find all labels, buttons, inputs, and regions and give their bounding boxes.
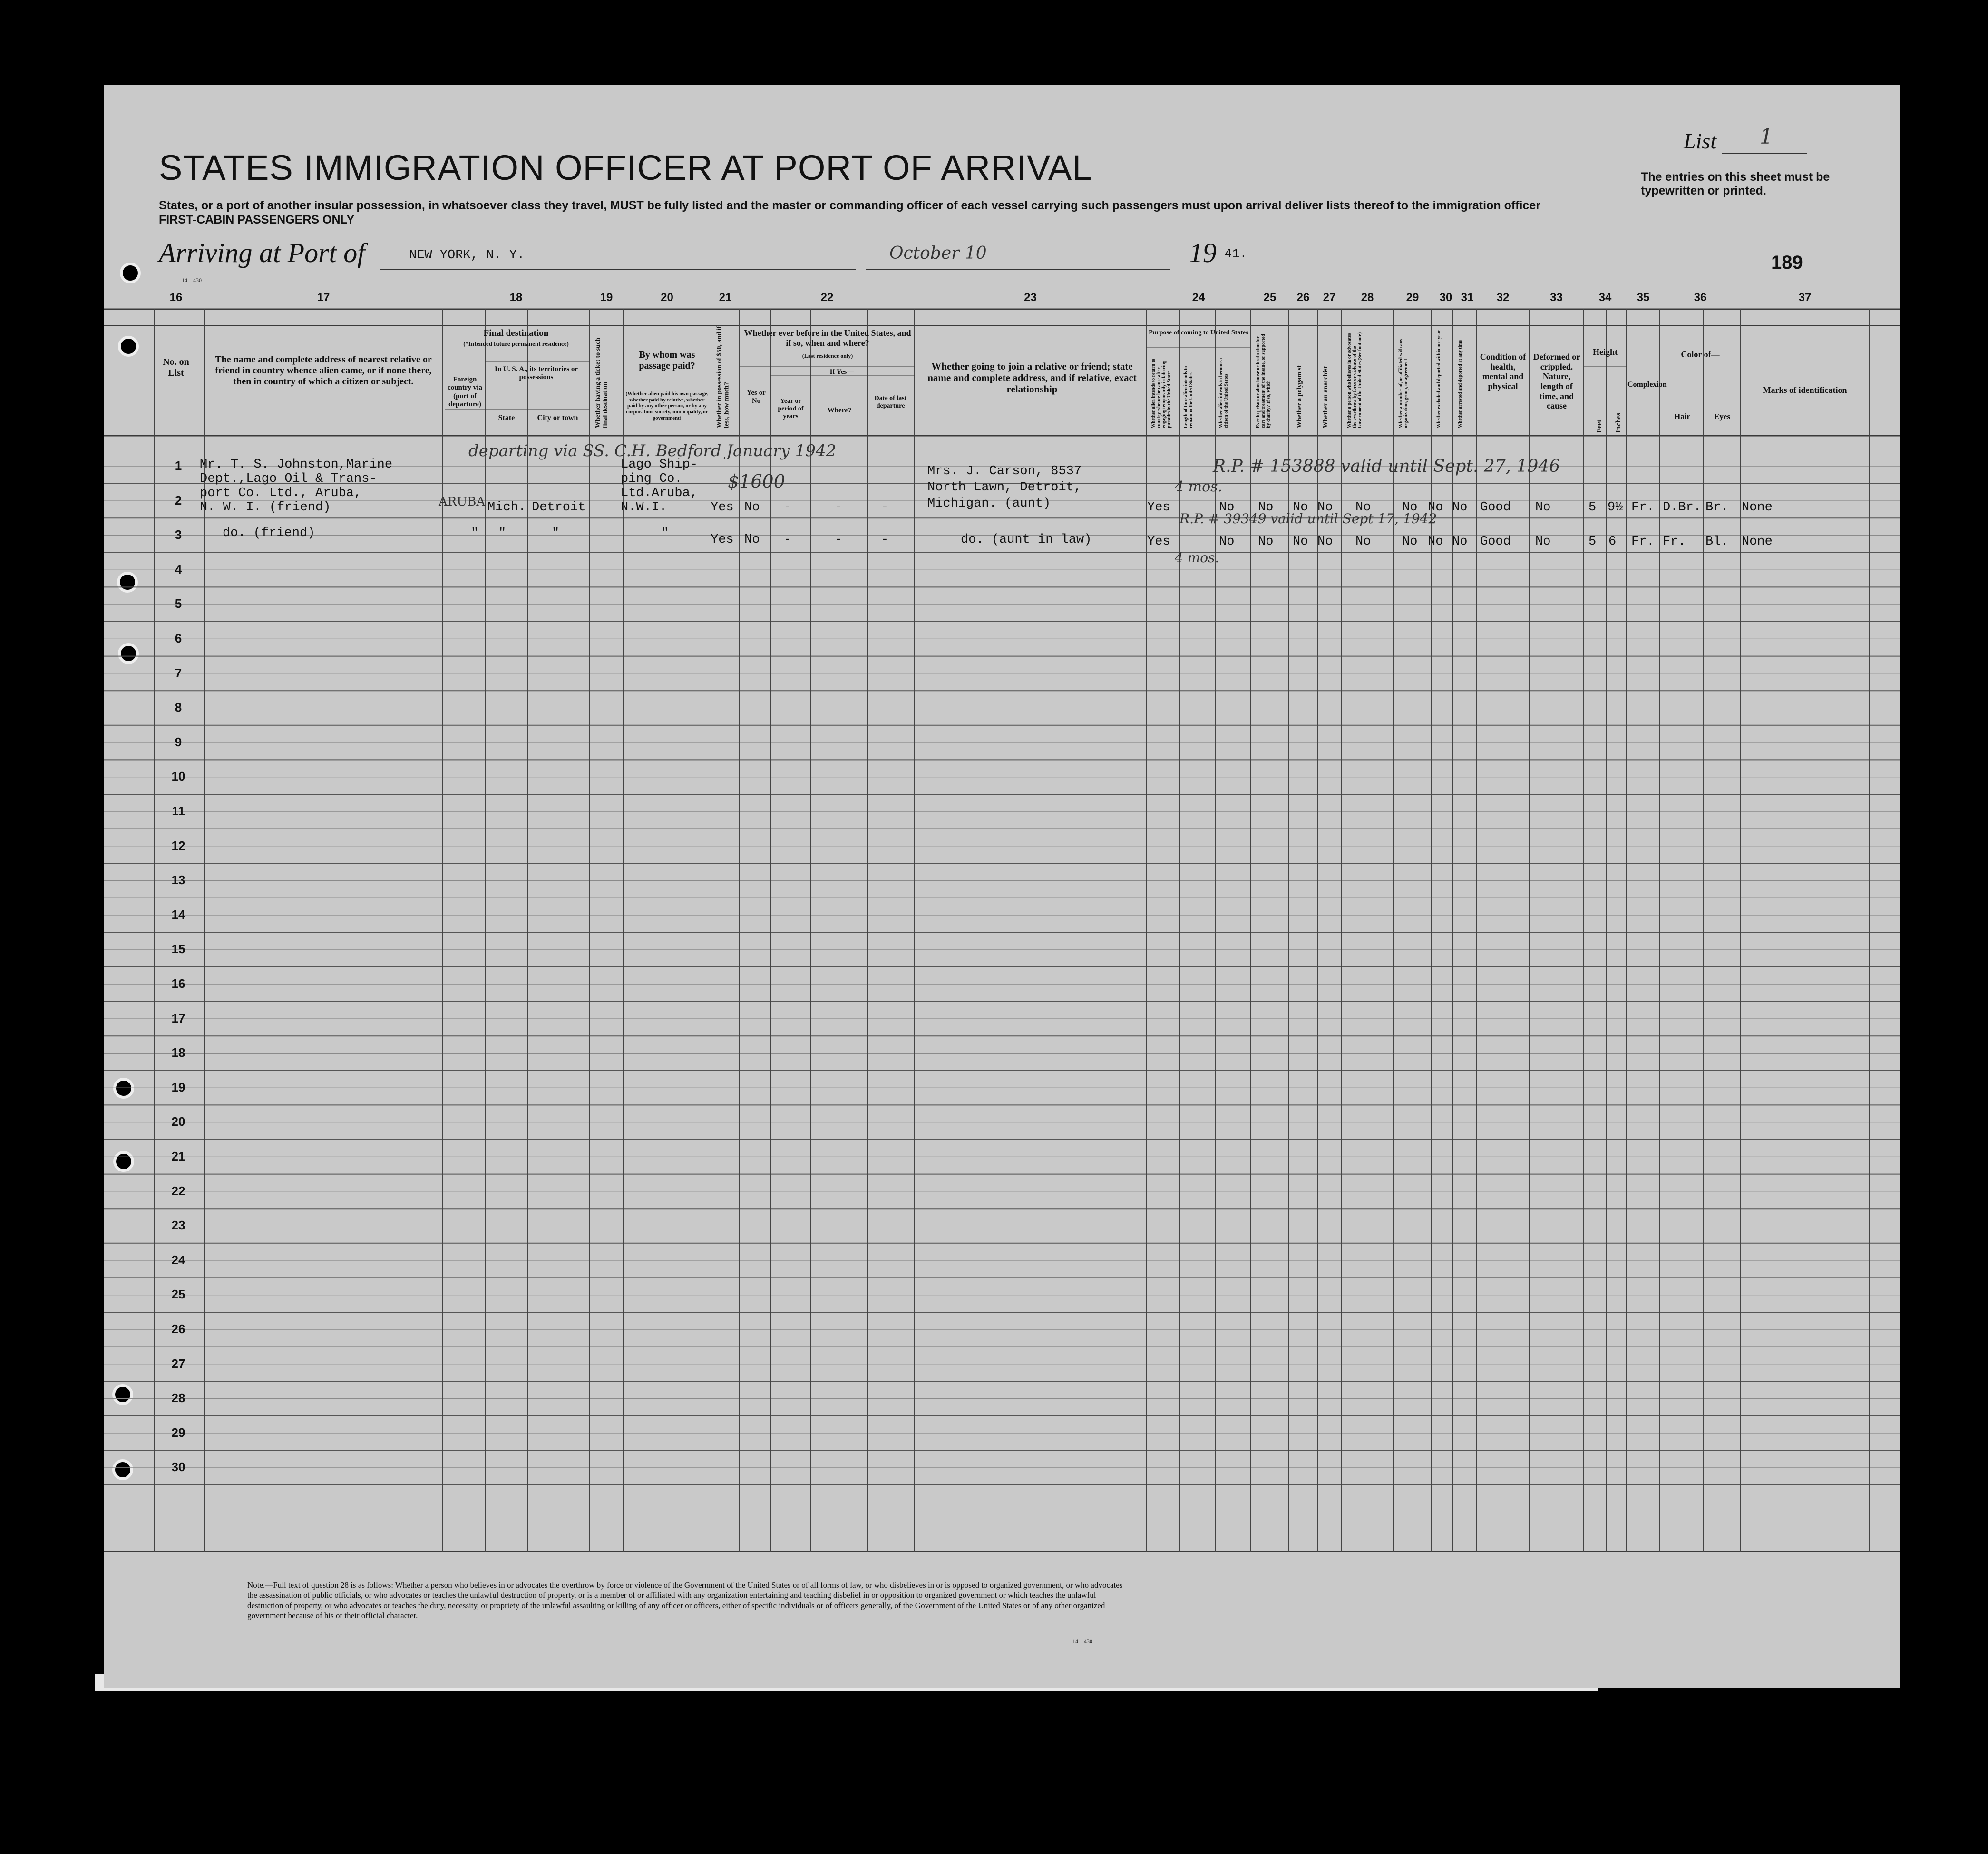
r1-complexion: Fr. <box>1631 500 1655 515</box>
col-num-20: 20 <box>661 291 673 304</box>
row-number: 14 <box>171 907 185 922</box>
row-number: 17 <box>171 1011 185 1025</box>
row-number: 7 <box>175 665 182 680</box>
r2-c22-departure: - <box>881 533 889 547</box>
r1-relative-line4: N. W. I. (friend) <box>200 500 331 515</box>
col-num-36: 36 <box>1694 291 1707 304</box>
row-number: 2 <box>175 493 182 507</box>
row-number: 19 <box>171 1080 185 1094</box>
col-num-29: 29 <box>1406 291 1419 304</box>
r2-complexion: Fr. <box>1631 535 1655 549</box>
handwritten-stay-1: 4 mos. <box>1175 478 1223 495</box>
col18-city-header: City or town <box>537 414 578 422</box>
col32-header: Condition of health, mental and physical <box>1480 352 1526 391</box>
row-number: 9 <box>175 734 182 749</box>
r1-relative-line1: Mr. T. S. Johnston,Marine <box>200 458 393 472</box>
year-prefix: 19 <box>1189 237 1217 268</box>
r1-deformed: No <box>1535 500 1551 515</box>
footnote-question-28: Note.—Full text of question 28 is as follows: Whether a person who believes in or advocates the overthrow by force or violence of the Government of the United States or of all forms of law, or who disbelieves in or is opposed to organized government, or who advocates the assassination of public officials, or who advocates or teaches the unlawful destruction of property, or is a member of or affiliated with any organization entertaining and teaching disbelief in or opposition to organized government or which teaches the unlawful destruction of property, or who advocates or teaches the duty, necessity, or propriety of the unlawful assaulting or killing of any officer or officers, either of specific individuals or of officers generally, of the Government of the United States or of any other organized government because of his or their official character. <box>247 1581 1123 1620</box>
r1-relative-line2: Dept.,Lago Oil & Trans- <box>200 472 377 486</box>
col22-header: Whether ever before in the United States, and if so, when and where? <box>744 328 911 348</box>
col18-usa-header: In U. S. A., its territories or possessions <box>495 365 578 381</box>
r1-c21: Yes <box>711 500 734 515</box>
r1-foreign-country: ARUBA <box>439 495 486 509</box>
row-number: 3 <box>175 527 182 542</box>
col-num-22: 22 <box>820 291 834 304</box>
handwritten-reentry-permit-1: R.P. # 153888 valid until Sept. 27, 1946 <box>1213 457 1560 476</box>
row-number: 26 <box>171 1322 185 1336</box>
r1-c22-where: - <box>835 500 843 515</box>
year-suffix: 41. <box>1224 247 1247 262</box>
col25-header: Ever in prison or almshouse or institution for care and treatment of the insane, or supported by charity? If so, which <box>1256 334 1271 428</box>
row-number: 12 <box>171 838 185 853</box>
r1-paid-line4: N.W.I. <box>621 500 667 515</box>
handwritten-departing-note: departing via SS. C.H. Bedford January 1942 <box>468 441 837 460</box>
r1-eyes: Br. <box>1705 500 1729 515</box>
col22-yesno-header: Yes or No <box>747 389 766 405</box>
col23-header: Whether going to join a relative or friend; state name and complete address, and if relative, exact relationship <box>927 361 1137 395</box>
r2-c29: No <box>1402 535 1418 549</box>
col22-where-header: Where? <box>827 407 852 414</box>
row-number: 29 <box>171 1425 185 1440</box>
row-number: 15 <box>171 942 185 956</box>
r2-c25: No <box>1258 535 1274 549</box>
col-num-23: 23 <box>1024 291 1037 304</box>
col35-header: Complexion <box>1627 381 1667 389</box>
row-number: 30 <box>171 1460 185 1474</box>
col22-years-header: Year or period of years <box>778 398 804 420</box>
r2-c28: No <box>1355 535 1371 549</box>
handwritten-stay-2: 4 mos. <box>1175 550 1219 566</box>
r1-c22-yesno: No <box>744 500 760 515</box>
r1-c30: No <box>1428 500 1443 515</box>
col31-header: Whether arrested and deported at any time <box>1458 340 1463 428</box>
col34-inches-header: Inches <box>1615 413 1622 433</box>
page-title: STATES IMMIGRATION OFFICER AT PORT OF ARRIVAL <box>159 148 1092 187</box>
col34-header: Height <box>1593 347 1618 357</box>
date-underline <box>866 269 1170 270</box>
col16-header: No. on List <box>163 357 189 378</box>
row-number: 21 <box>171 1149 185 1163</box>
r2-height-inches: 6 <box>1608 535 1617 549</box>
col-num-19: 19 <box>600 291 613 304</box>
r2-c27: No <box>1317 535 1333 549</box>
r2-relative: do. (friend) <box>223 526 315 540</box>
r1-height-inches: 9½ <box>1608 500 1623 515</box>
col17-header: The name and complete address of nearest relative or friend in country whence alien came, or if none there, then in country of which a citizen or subject. <box>215 354 432 387</box>
row-number: 4 <box>175 562 182 576</box>
r1-paid-line3: Ltd.Aruba, <box>621 486 698 500</box>
col18-foreign-header: Foreign country via (port of departure) <box>448 376 482 408</box>
row-number: 1 <box>175 459 182 473</box>
col22-subheader: (Last residence only) <box>802 352 853 359</box>
row-number: 16 <box>171 976 185 991</box>
col22-ifyes-header: If Yes— <box>829 368 854 376</box>
r1-join-line2: North Lawn, Detroit, <box>927 480 1082 495</box>
typewritten-instructions: The entries on this sheet must be typewritten or printed. <box>1641 170 1830 197</box>
col-num-31: 31 <box>1461 291 1474 304</box>
col30-header: Whether excluded and deported within one year <box>1436 330 1442 428</box>
col-num-25: 25 <box>1263 291 1277 304</box>
r1-c28: No <box>1355 500 1371 515</box>
r2-c24-return: Yes <box>1147 535 1170 549</box>
row-number: 28 <box>171 1391 185 1405</box>
r1-join-line1: Mrs. J. Carson, 8537 <box>927 464 1082 478</box>
r1-c31: No <box>1452 500 1468 515</box>
col-num-28: 28 <box>1361 291 1374 304</box>
r1-paid-line2: ping Co. <box>621 472 682 486</box>
list-label: List <box>1684 129 1717 153</box>
col22-departure-header: Date of last departure <box>874 395 907 410</box>
arriving-label: Arriving at Port of <box>159 237 365 268</box>
col36-hair-header: Hair <box>1674 412 1690 421</box>
col-num-35: 35 <box>1637 291 1650 304</box>
arrival-date: October 10 <box>889 244 987 263</box>
r1-health: Good <box>1480 500 1511 515</box>
r1-c26: No <box>1293 500 1308 515</box>
col29-header: Whether a member of, or affiliated with any organization, group, or agreement <box>1398 338 1409 428</box>
col24-return-header: Whether alien intends to return to country whence he came after engaging temporarily in laboring pursuits in the United States <box>1151 358 1172 428</box>
r2-state: " <box>498 526 507 540</box>
r2-c22-years: - <box>784 533 792 547</box>
col33-header: Deformed or crippled. Nature, length of time, and cause <box>1533 352 1580 411</box>
col24-length-header: Length of time alien intends to remain in the United States <box>1183 366 1194 428</box>
row-number: 10 <box>171 769 185 784</box>
r1-state: Mich. <box>487 500 526 515</box>
col24-header: Purpose of coming to United States <box>1149 329 1248 336</box>
r2-foreign-country: " <box>471 526 479 540</box>
r1-height-feet: 5 <box>1588 500 1597 515</box>
col19-header: Whether having a ticket to such final destination <box>594 338 609 428</box>
col28-header: Whether a person who believes in or advocates the overthrow by force or violence of the Government of the United States (See footnote) <box>1347 332 1363 428</box>
r1-relative-line3: port Co. Ltd., Aruba, <box>200 486 362 500</box>
col36-eyes-header: Eyes <box>1714 412 1730 421</box>
col-num-37: 37 <box>1798 291 1812 304</box>
col18-subheader: (*Intended future permanent residence) <box>463 340 569 347</box>
r2-city: " <box>552 526 560 540</box>
col-num-32: 32 <box>1496 291 1510 304</box>
row-number: 5 <box>175 596 182 611</box>
col27-header: Whether an anarchist <box>1322 366 1329 428</box>
row-number: 25 <box>171 1287 185 1302</box>
r1-city: Detroit <box>532 500 586 515</box>
row-number: 22 <box>171 1183 185 1198</box>
col18-header: Final destination <box>483 328 549 338</box>
subtitle-line2: FIRST-CABIN PASSENGERS ONLY <box>159 213 355 226</box>
r2-health: Good <box>1480 535 1511 549</box>
handwritten-reentry-permit-2: R.P. # 39349 valid until Sept 17, 1942 <box>1179 511 1437 527</box>
r1-join-line3: Michigan. (aunt) <box>927 497 1051 511</box>
handwritten-amount: $1600 <box>728 471 785 492</box>
col26-header: Whether a polygamist <box>1296 365 1303 428</box>
r1-paid-line1: Lago Ship- <box>621 458 698 472</box>
r1-marks: None <box>1742 500 1773 515</box>
row-number: 6 <box>175 631 182 645</box>
r2-eyes: Bl. <box>1705 535 1729 549</box>
r2-deformed: No <box>1535 535 1551 549</box>
r2-join: do. (aunt in law) <box>961 533 1092 547</box>
col36-header: Color of— <box>1681 350 1720 359</box>
r2-c24-citizen: No <box>1219 535 1235 549</box>
col37-header: Marks of identification <box>1763 385 1847 395</box>
col21-header: Whether in possession of $50, and if less, how much? <box>716 326 731 428</box>
r2-c22-where: - <box>835 533 843 547</box>
col-num-24: 24 <box>1192 291 1205 304</box>
row-number: 18 <box>171 1045 185 1060</box>
col-num-16: 16 <box>169 291 183 304</box>
r1-hair: D.Br. <box>1663 500 1702 515</box>
col-num-17: 17 <box>317 291 330 304</box>
col-num-26: 26 <box>1296 291 1310 304</box>
row-number: 24 <box>171 1252 185 1267</box>
row-number: 20 <box>171 1114 185 1129</box>
port-underline <box>380 269 856 270</box>
col34-feet-header: Feet <box>1596 420 1603 433</box>
row-number: 8 <box>175 700 182 715</box>
r1-c24-return: Yes <box>1147 500 1170 515</box>
r2-c22-yesno: No <box>744 533 760 547</box>
r2-hair: Fr. <box>1663 535 1686 549</box>
r1-c22-years: - <box>784 500 792 515</box>
row-number: 11 <box>172 804 185 818</box>
r2-paid: " <box>661 526 669 540</box>
row-number: 27 <box>171 1356 185 1371</box>
r2-marks: None <box>1742 535 1773 549</box>
form-number-bottom: 14—430 <box>1072 1638 1092 1645</box>
page-number: 189 <box>1771 252 1803 273</box>
col-num-27: 27 <box>1323 291 1336 304</box>
r2-height-feet: 5 <box>1588 535 1597 549</box>
form-number-top: 14—430 <box>182 277 202 283</box>
col-num-21: 21 <box>719 291 732 304</box>
list-underline <box>1722 153 1807 154</box>
r1-c25: No <box>1258 500 1274 515</box>
col24-citizen-header: Whether alien intends to become a citizen of the United States <box>1218 358 1229 428</box>
r2-c21: Yes <box>711 533 734 547</box>
col-num-33: 33 <box>1550 291 1563 304</box>
r2-c31: No <box>1452 535 1468 549</box>
col20-header: By whom was passage paid? <box>639 350 695 371</box>
r1-c27: No <box>1317 500 1333 515</box>
col-num-34: 34 <box>1598 291 1612 304</box>
col18-state-header: State <box>498 414 515 422</box>
col20-subheader: (Whether alien paid his own passage, whether paid by relative, whether paid by any other person, or by any corporation, society, municipality, or government) <box>625 391 709 421</box>
row-number: 13 <box>171 873 185 888</box>
col-num-18: 18 <box>509 291 523 304</box>
r2-c26: No <box>1293 535 1308 549</box>
r1-c22-departure: - <box>881 500 889 515</box>
subtitle-line1: States, or a port of another insular possession, in whatsoever class they travel, MUST be fully listed and the master or commanding officer of each vessel carrying such passengers must upon arrival deliver lists thereof to the immigration officer <box>159 199 1540 212</box>
row-number: 23 <box>171 1218 185 1233</box>
r2-c30: No <box>1428 535 1443 549</box>
port-of-arrival: NEW YORK, N. Y. <box>409 248 525 263</box>
r1-c24-citizen: No <box>1219 500 1235 515</box>
r1-c29: No <box>1402 500 1418 515</box>
col-num-30: 30 <box>1439 291 1452 304</box>
list-number: 1 <box>1760 125 1773 149</box>
